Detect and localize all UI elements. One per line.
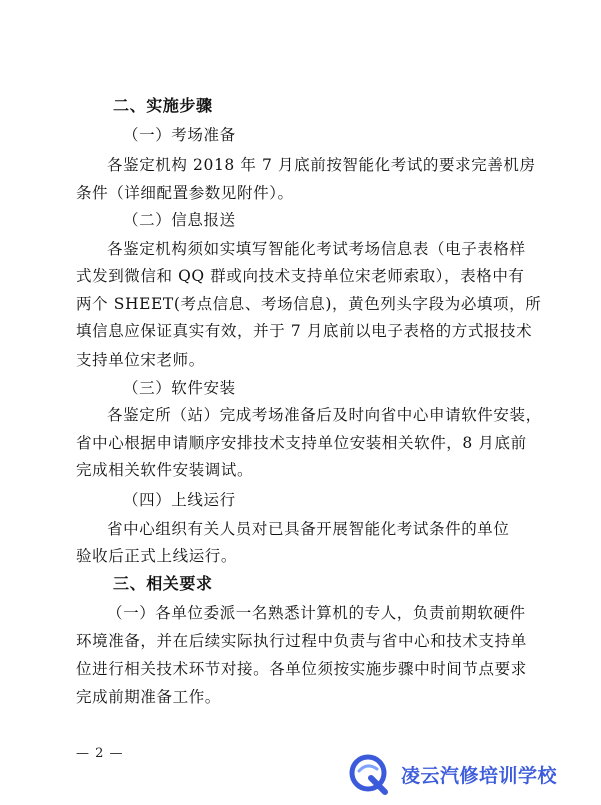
- section-two-heading: 二、实施步骤: [113, 96, 213, 115]
- subsection-3-line-1: 各鉴定所（站）完成考场准备后及时向省中心申请软件安装，: [107, 406, 542, 424]
- subsection-2-line-3: 两个 SHEET(考点信息、考场信息)，黄色列头字段为必填项，所: [76, 295, 542, 313]
- subsection-2-line-2: 式发到微信和 QQ 群或向技术支持单位宋老师索取），表格中有: [76, 267, 525, 285]
- section-three-line-3: 位进行相关技术环节对接。各单位须按实施步骤中时间节点要求: [76, 660, 527, 678]
- subsection-1-line-2: 条件（详细配置参数见附件）。: [76, 184, 294, 202]
- section-three-line-1: （一）各单位委派一名熟悉计算机的专人，负责前期软硬件: [107, 604, 526, 622]
- subsection-2-line-4: 填信息应保证真实有效，并于 7 月底前以电子表格的方式报技术: [76, 322, 533, 340]
- subsection-4-heading: （四）上线运行: [123, 491, 236, 509]
- q-logo-icon: [345, 750, 393, 798]
- subsection-1-line-1: 各鉴定机构 2018 年 7 月底前按智能化考试的要求完善机房: [107, 156, 536, 174]
- subsection-1-heading: （一）考场准备: [123, 126, 236, 144]
- watermark-text: 凌云汽修培训学校: [401, 764, 558, 787]
- section-three-line-2: 环境准备，并在后续实际执行过程中负责与省中心和技术支持单: [76, 632, 527, 650]
- watermark: [345, 748, 600, 800]
- subsection-4-line-1: 省中心组织有关人员对已具备开展智能化考试条件的单位: [107, 520, 510, 538]
- subsection-3-line-2: 省中心根据申请顺序安排技术支持单位安装相关软件，8 月底前: [76, 434, 527, 452]
- subsection-3-line-3: 完成相关软件安装调试。: [76, 461, 254, 479]
- subsection-4-line-2: 验收后正式上线运行。: [76, 547, 238, 565]
- section-three-heading: 三、相关要求: [113, 574, 213, 593]
- subsection-3-heading: （三）软件安装: [123, 379, 236, 397]
- section-three-line-4: 完成前期准备工作。: [76, 688, 221, 706]
- subsection-2-line-5: 支持单位宋老师。: [76, 351, 205, 369]
- subsection-2-line-1: 各鉴定机构须如实填写智能化考试考场信息表（电子表格样: [107, 240, 526, 258]
- subsection-2-heading: （二）信息报送: [123, 211, 236, 229]
- page-number: — 2 —: [76, 746, 124, 761]
